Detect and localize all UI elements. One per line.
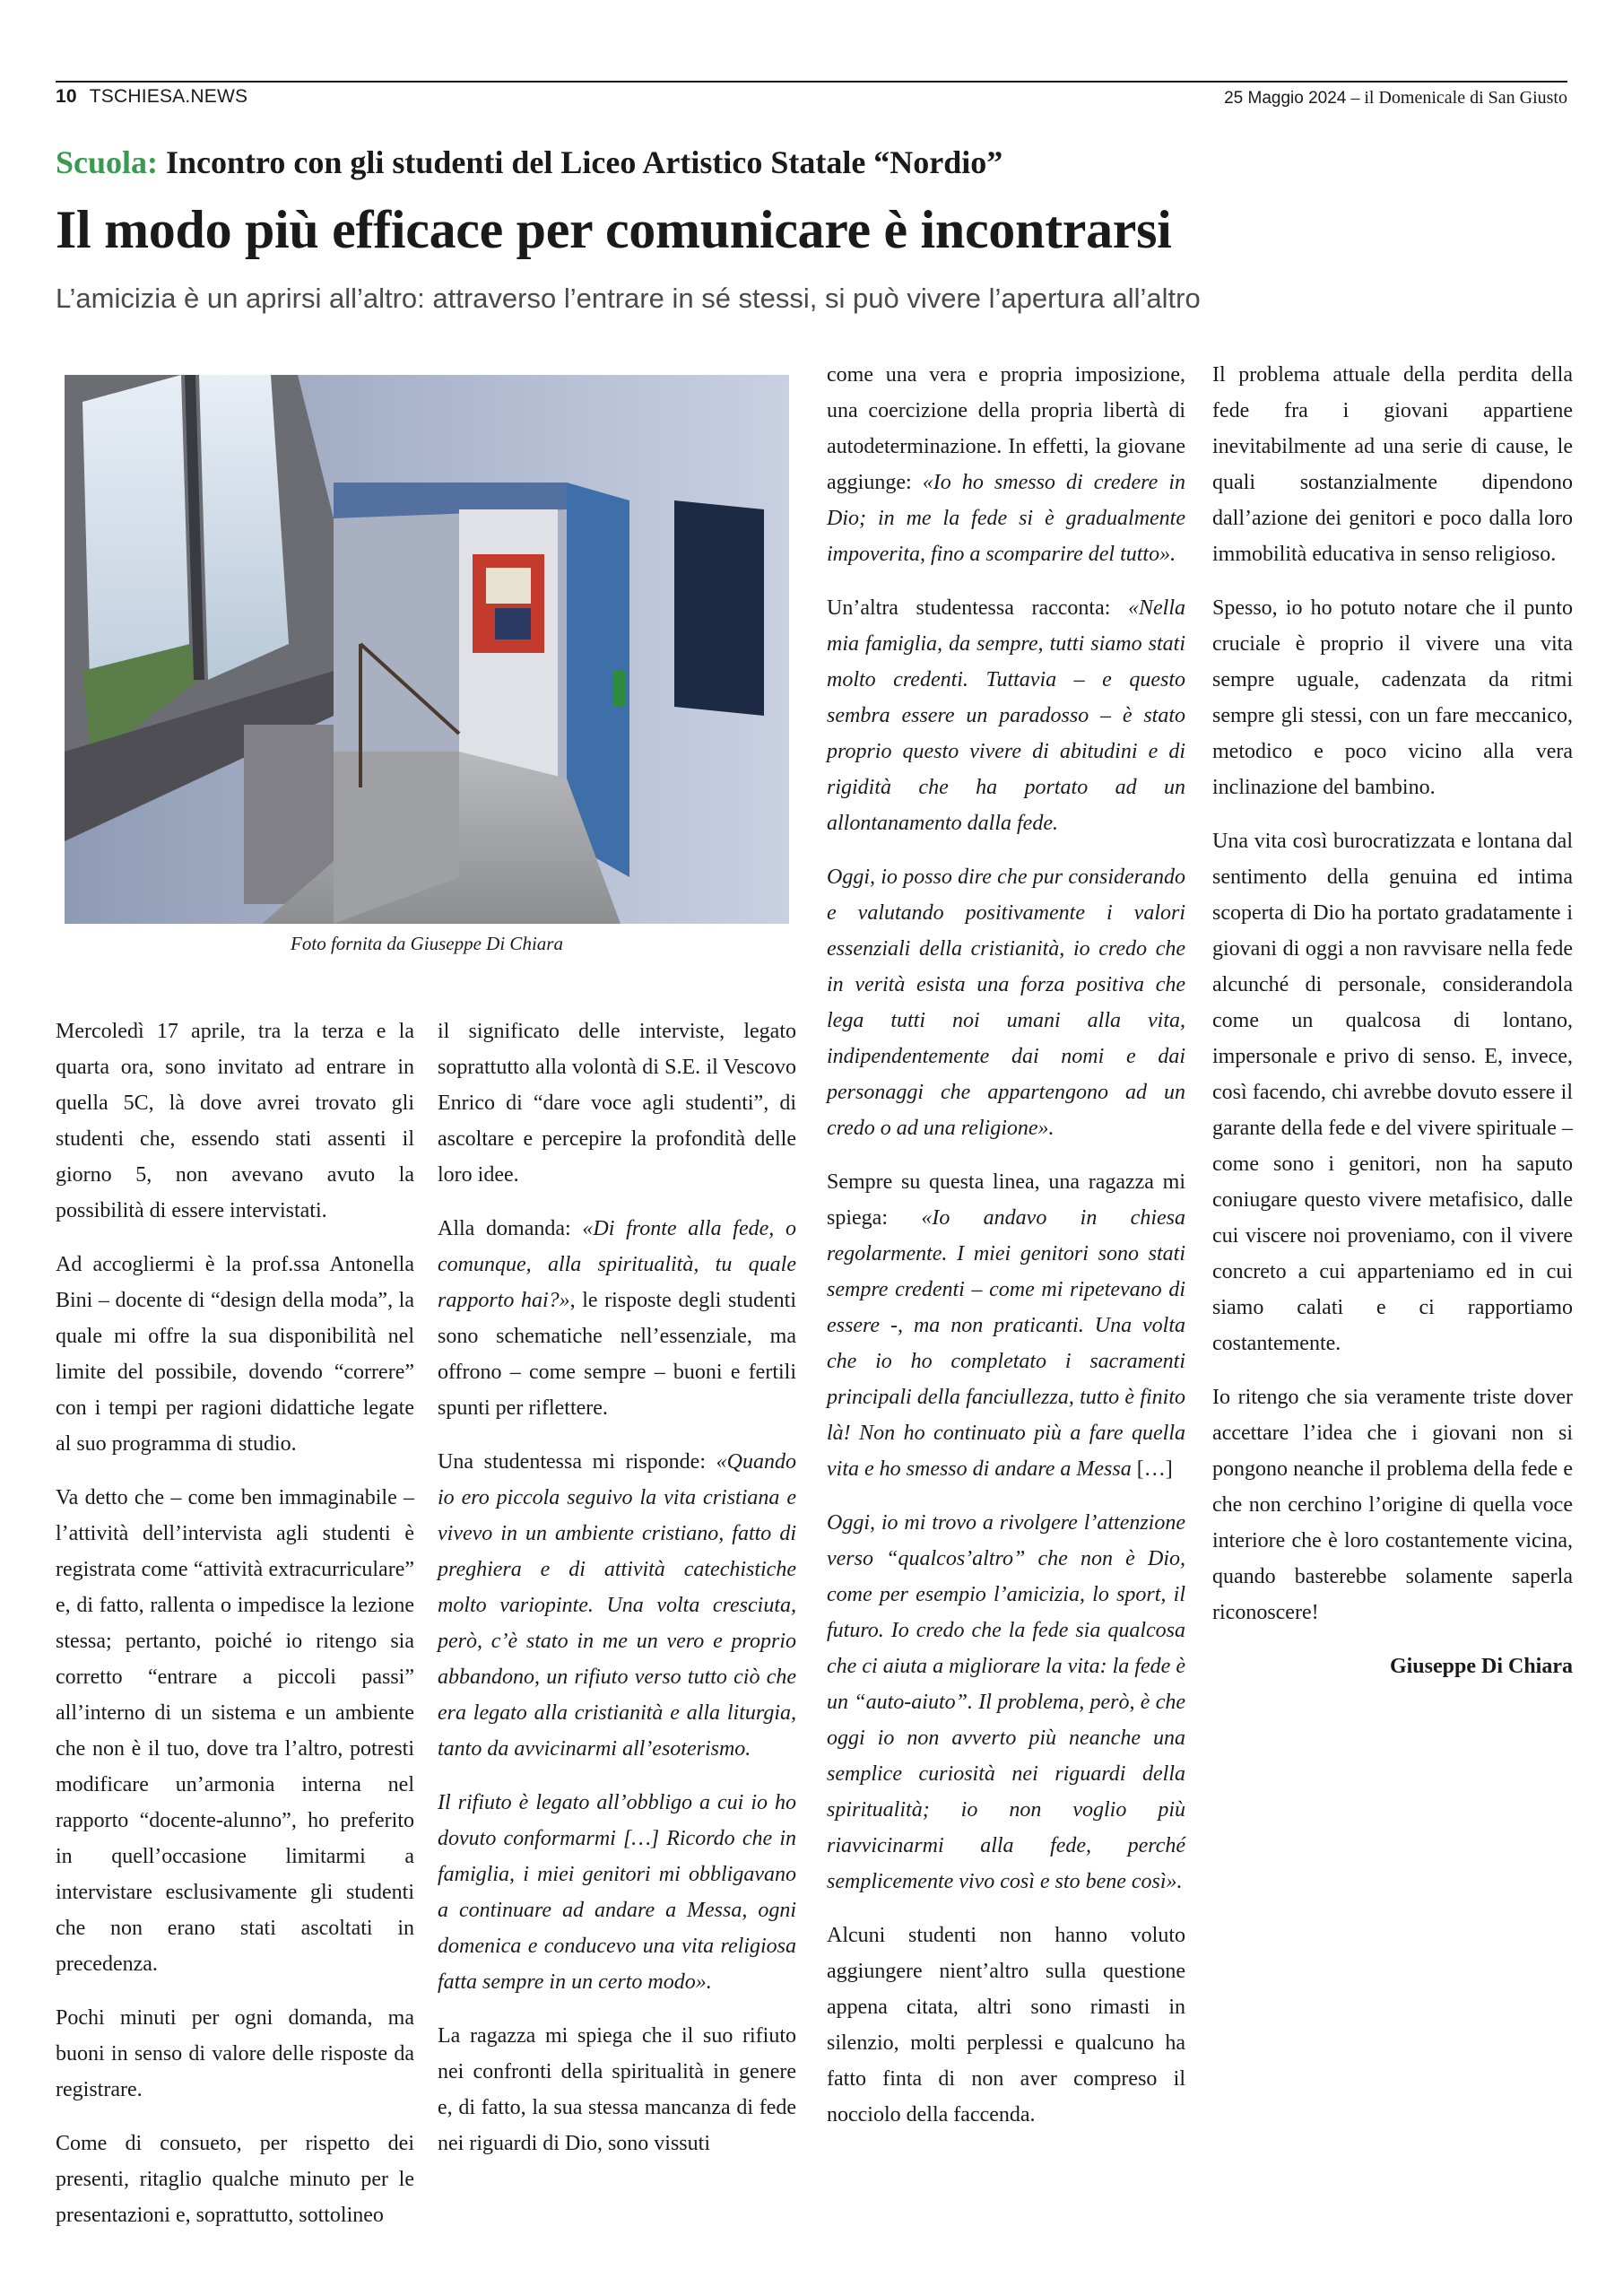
paragraph <box>438 1211 796 1426</box>
quote: Oggi, io posso dire che pur considerando e valutando positivamente i valori essenziali della cristianità, io credo che in verità esista una forza positiva che lega tutti noi umani alla vita, indipendentemente dai nomi e dai personaggi che appartengono ad un credo o ad una religione». <box>827 865 1185 1140</box>
article-column-2 <box>438 1013 796 2179</box>
paragraph: Alcuni studenti non hanno voluto aggiungere nient’altro sulla questione appena citata, altri sono rimasti in silenzio, molti perplessi e qualcuno ha fatto finta di non aver compreso il nocciolo della faccenda. <box>827 1924 1185 2126</box>
publication-name: TSCHIESA.NEWS <box>89 86 248 107</box>
article-kicker <box>56 144 1002 181</box>
article-column-4 <box>1212 357 1573 1684</box>
article-title: Il modo più efficace per comunicare è incontrarsi <box>56 200 1172 259</box>
article-photo <box>65 375 789 924</box>
paragraph: Io ritengo che sia veramente triste dover accettare l’idea che i giovani non si pongono neanche il problema della fede e che non cerchino l’origine di quella voce interiore che è loro costantemente vicina, quando basterebbe solamente saperla riconoscere! <box>1212 1386 1573 1624</box>
paragraph-text: Una studentessa mi risponde: <box>438 1450 716 1474</box>
section-label: Scuola: <box>56 144 159 180</box>
kicker-text: Incontro con gli studenti del Liceo Artistico Statale “Nordio” <box>166 144 1003 180</box>
paragraph: il significato delle interviste, legato soprattutto alla volontà di S.E. il Vescovo Enrico di “dare voce agli studenti”, di ascoltare e percepire la profondità delle loro idee. <box>438 1020 796 1187</box>
paragraph-text: […] <box>1131 1457 1173 1481</box>
article-column-1 <box>56 1013 414 2251</box>
quote: Il rifiuto è legato all’obbligo a cui io ho dovuto conformarmi […] Ricordo che in famiglia, i miei genitori mi obbligavano a continuare ad andare a Messa, ogni domenica e conducevo una vita religiosa fatta sempre in un certo modo». <box>438 1791 796 1994</box>
corridor-illustration <box>65 375 789 924</box>
paragraph: Spesso, io ho potuto notare che il punto cruciale è proprio il vivere una vita sempre uguale, cadenzata da ritmi sempre gli stessi, con un fare meccanico, metodico e poco vicino alla vera inclinazione del bambino. <box>1212 596 1573 799</box>
article-column-3 <box>827 357 1185 2151</box>
paragraph-text: Alla domanda: <box>438 1217 583 1240</box>
paragraph-text: come una vera e propria imposizione, una coercizione della propria libertà di autodeterminazione. In effetti, la giovane aggiunge: <box>827 363 1185 494</box>
paragraph-continued: Come di consueto, per rispetto dei presenti, ritaglio qualche minuto per le presentazioni e, soprattutto, sottolineo <box>56 2132 414 2227</box>
paragraph-text: , le risposte degli studenti sono schematiche nell’essenziale, ma offrono – come sempre – buoni e fertili spunti per riflettere. <box>438 1289 797 1420</box>
paragraph <box>827 1164 1185 1487</box>
supplement-name: il Domenicale di San Giusto <box>1364 88 1567 108</box>
paragraph <box>827 859 1185 1146</box>
quote: «Io ho smesso di credere in Dio; in me la fede si è gradualmente impoverita, fino a scomparire del tutto». <box>827 471 1186 566</box>
paragraph <box>438 1444 796 1767</box>
header-left <box>56 86 247 108</box>
paragraph <box>827 1505 1185 1900</box>
quote: «Di fronte alla fede, o comunque, alla spiritualità, tu quale rapporto hai?» <box>438 1217 796 1312</box>
issue-date: 25 Maggio 2024 <box>1224 89 1347 108</box>
header-separator: – <box>1346 88 1365 108</box>
paragraph: Il problema attuale della perdita della fede fra i giovani appartiene inevitabilmente ad una serie di cause, le quali sostanzialmente dipendono dall’azione dei genitori e poco dalla loro immobilità educativa in senso religioso. <box>1212 363 1573 566</box>
paragraph: Va detto che – come ben immaginabile – l’attività dell’intervista agli studenti è registrata come “attività extracurriculare” e, di fatto, rallenta o impedisce la lezione stessa; pertanto, poiché io ritengo sia corretto “entrare a piccoli passi” all’interno di un sistema e un ambiente che non è il tuo, dove tra l’altro, potresti modificare un’armonia interna nel rapporto “docente-alunno”, ho preferito in quell’occasione limitarmi a intervistare esclusivamente gli studenti che non erano stati ascoltati in precedenza. <box>56 1486 414 1976</box>
paragraph: La ragazza mi spiega che il suo rifiuto nei confronti della spiritualità in genere e, di fatto, la sua stessa mancanza di fede nei riguardi di Dio, sono vissuti <box>438 2024 796 2155</box>
paragraph: Una vita così burocratizzata e lontana dal sentimento della genuina ed intima scoperta di Dio ha portato gradatamente i giovani di oggi a non ravvisare nella fede alcunché di personale, considerandola come un qualcosa di lontano, impersonale e privo di senso. E, invece, così facendo, chi avrebbe dovuto essere il garante della fede e del vivere spirituale – come sono i genitori, non ha saputo coniugare questo vivere metafisico, dalle cui viscere noi proveniamo, con il vivere concreto a cui apparteniamo ed in cui siamo calati e ci rapportiamo costantemente. <box>1212 830 1573 1355</box>
page-header <box>56 81 1567 113</box>
quote: «Io andavo in chiesa regolarmente. I miei genitori sono stati sempre credenti – come mi ripetevano di essere -, ma non praticanti. Una volta che io ho completato i sacramenti principali della fanciullezza, tutto è finito là! Non ho continuato più a fare quella vita e ho smesso di andare a Messa <box>827 1206 1185 1481</box>
paragraph: Ad accogliermi è la prof.ssa Antonella Bini – docente di “design della moda”, la quale mi offre la sua disponibilità nel limite del possibile, dovendo “correre” con i tempi per ragioni didattiche legate al suo programma di studio. <box>56 1253 414 1456</box>
paragraph <box>827 357 1185 572</box>
quote: «Quando io ero piccola seguivo la vita cristiana e vivevo in un ambiente cristiano, fatto di preghiera e di attività catechistiche molto variopinte. Una volta cresciuta, però, c’è stato in me un vero e proprio abbandono, un rifiuto verso tutto ciò che era legato alla cristianità e alla liturgia, tanto da avvicinarmi all’esoterismo. <box>438 1450 796 1761</box>
paragraph <box>827 590 1185 841</box>
paragraph: Mercoledì 17 aprile, tra la terza e la quarta ora, sono invitato ad entrare in quella 5C, là dove avrei trovato gli studenti che, essendo stati assenti il giorno 5, non avevano avuto la possibilità di essere intervistati. <box>56 1020 414 1222</box>
quote: «Nella mia famiglia, da sempre, tutti siamo stati molto credenti. Tuttavia – e questo sembra essere un paradosso – è stato proprio questo vivere di abitudini e di rigidità che ha portato ad un allontanamento dalla fede. <box>827 596 1185 835</box>
author-signature: Giuseppe Di Chiara <box>1389 1655 1573 1678</box>
paragraph-text: Sempre su questa linea, una ragazza mi spiega: <box>827 1170 1185 1230</box>
paragraph <box>438 1785 796 2000</box>
article-subtitle: L’amicizia è un aprirsi all’altro: attraverso l’entrare in sé stessi, si può vivere l’apertura all’altro <box>56 283 1201 314</box>
paragraph <box>56 2126 414 2233</box>
quote: Oggi, io mi trovo a rivolgere l’attenzione verso “qualcos’altro” che non è Dio, come per esempio l’amicizia, lo sport, il futuro. Io credo che la fede sia qualcosa che ci aiuta a migliorare la vita: la fede è un “auto-aiuto”. Il problema, però, è che oggi io non avverto più neanche una semplice curiosità nei riguardi della spiritualità; io non voglio più riavvicinarmi alla fede, perché semplicemente vivo così e sto bene così». <box>827 1511 1185 1893</box>
paragraph: Pochi minuti per ogni domanda, ma buoni in senso di valore delle risposte da registrare. <box>56 2006 414 2101</box>
header-right <box>1224 88 1567 109</box>
paragraph-text: Un’altra studentessa racconta: <box>827 596 1128 620</box>
page-number: 10 <box>56 86 77 107</box>
photo-caption: Foto fornita da Giuseppe Di Chiara <box>291 933 563 954</box>
